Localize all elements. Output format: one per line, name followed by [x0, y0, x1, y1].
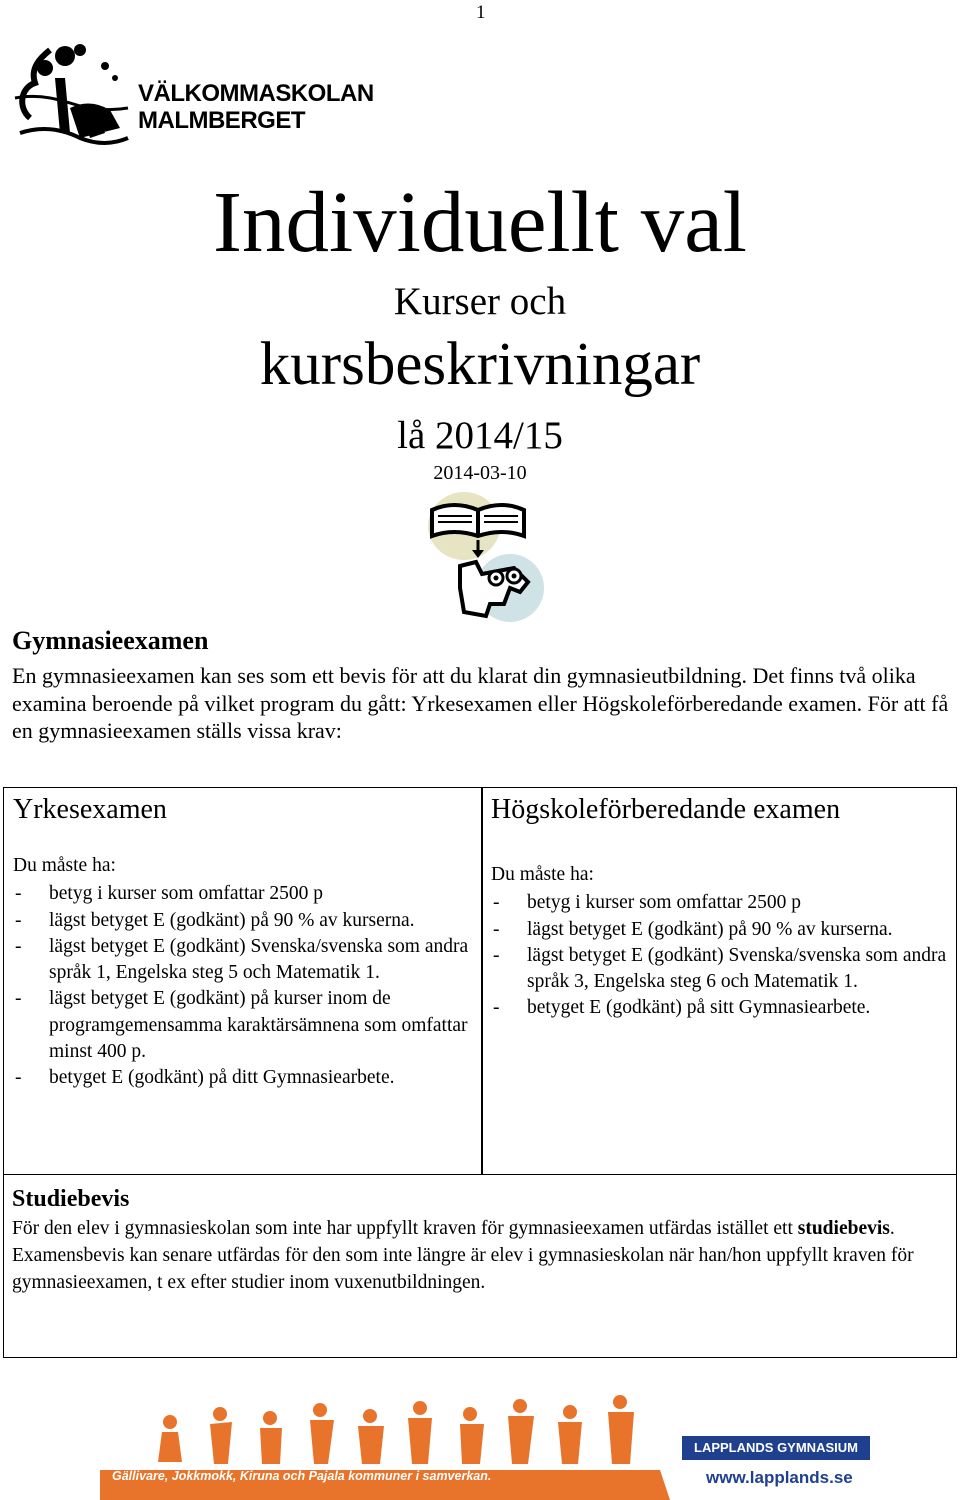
- studiebevis-text-1: För den elev i gymnasieskolan som inte har uppfyllt kraven för gymnasieexamen utfärdas istället ett: [12, 1218, 798, 1239]
- yrkesexamen-heading: Yrkesexamen: [13, 794, 167, 825]
- book-reader-icon: [424, 488, 546, 628]
- page-number: 1: [476, 2, 486, 23]
- hogskole-list: [491, 890, 953, 1021]
- section-intro: En gymnasieexamen kan ses som ett bevis för att du klarat din gymnasieutbildning. Det finns två olika examina beroende på vilket program du gått: Yrkesexamen eller Högskoleförberedande examen. För att få en gymnasieexamen ställs vissa krav:: [12, 663, 949, 743]
- list-item: - betyget E (godkänt) på sitt Gymnasiearbete.: [491, 995, 953, 1021]
- hogskole-lead: Du måste ha:: [491, 864, 594, 885]
- document-subtitle-2: kursbeskrivningar: [259, 331, 701, 398]
- yrkesexamen-lead: Du måste ha:: [13, 855, 116, 876]
- studiebevis-title: Studiebevis: [12, 1186, 130, 1212]
- list-item: - lägst betyget E (godkänt) Svenska/svenska som andra språk 3, Engelska steg 6 och Matematik 1.: [491, 943, 953, 996]
- list-item: - betyg i kurser som omfattar 2500 p: [13, 881, 475, 907]
- logo-line-2: MALMBERGET: [138, 107, 305, 134]
- table-divider: [481, 787, 483, 1175]
- logo-line-1: VÄLKOMMASKOLAN: [138, 80, 374, 107]
- footer-tagline: Gällivare, Jokkmokk, Kiruna och Pajala kommuner i samverkan.: [112, 1469, 492, 1483]
- lapplands-badge: LAPPLANDS GYMNASIUM: [682, 1436, 870, 1460]
- hogskole-column: [491, 862, 953, 1022]
- lapplands-url[interactable]: www.lapplands.se: [706, 1468, 853, 1487]
- yrkesexamen-list: [13, 881, 475, 1091]
- list-item: - lägst betyget E (godkänt) på 90 % av kurserna.: [491, 917, 953, 943]
- list-item: - lägst betyget E (godkänt) på 90 % av kurserna.: [13, 908, 475, 934]
- studiebevis-text-bold: studiebevis: [797, 1218, 890, 1239]
- list-item: - lägst betyget E (godkänt) Svenska/svenska som andra språk 1, Engelska steg 5 och Matematik 1.: [13, 934, 475, 987]
- school-logo-icon: [10, 38, 132, 160]
- list-item: - betyget E (godkänt) på ditt Gymnasiearbete.: [13, 1065, 475, 1091]
- document-subtitle: Kurser och: [393, 280, 567, 323]
- school-logo-text: [138, 80, 374, 134]
- studiebevis-text: [12, 1215, 947, 1297]
- document-date: 2014-03-10: [433, 462, 527, 484]
- yrkesexamen-column: [13, 853, 475, 1092]
- list-item: - lägst betyget E (godkänt) på kurser inom de programgemensamma karaktärsämnena som omfattar minst 400 p.: [13, 986, 475, 1065]
- school-year: lå 2014/15: [397, 414, 563, 457]
- document-title: Individuellt val: [213, 173, 747, 270]
- list-item: - betyg i kurser som omfattar 2500 p: [491, 890, 953, 916]
- studiebevis-text-2: . Examensbevis kan senare utfärdas för den som inte längre är elev i gymnasieskolan när han/hon uppfyllt kraven för gymnasieexamen, t ex efter studier inom vuxenutbildningen.: [12, 1218, 914, 1294]
- section-title: Gymnasieexamen: [12, 626, 209, 655]
- hogskole-heading: Högskoleförberedande examen: [491, 794, 841, 825]
